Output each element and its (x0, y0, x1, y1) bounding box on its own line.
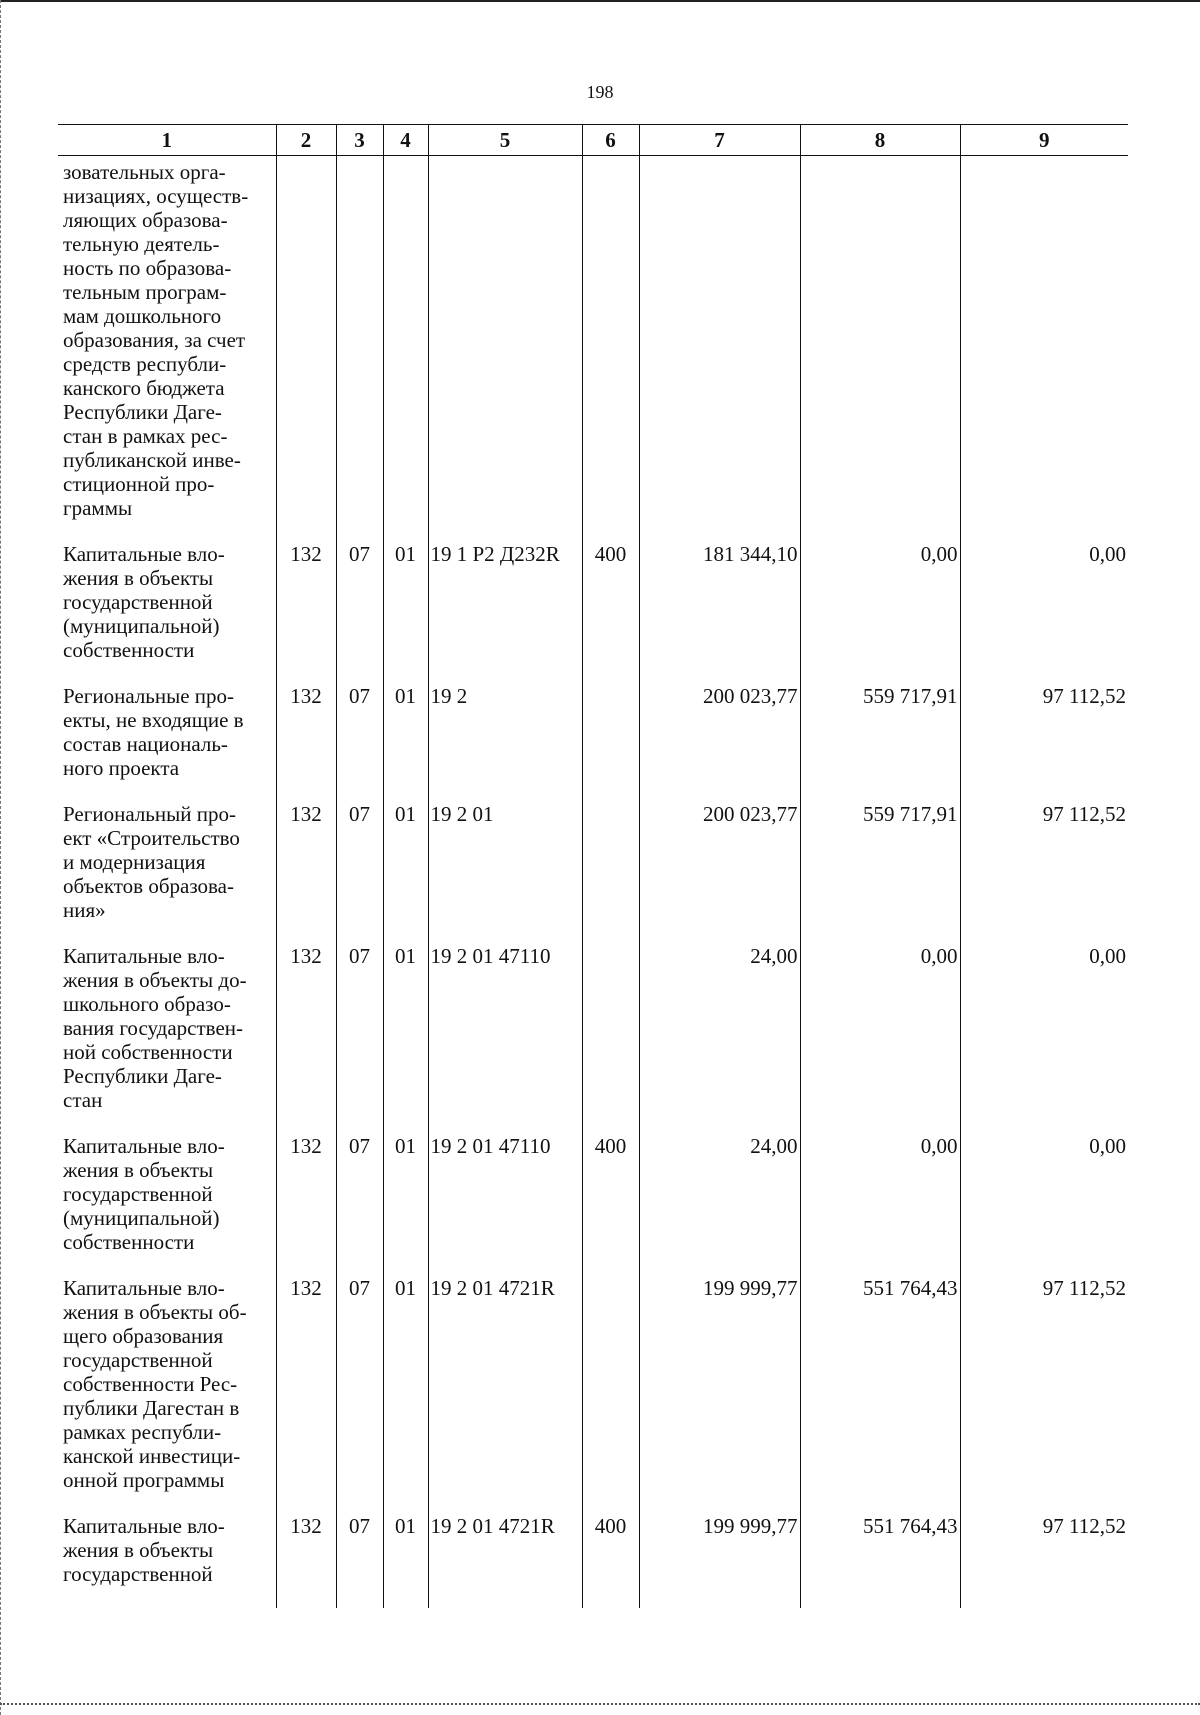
row-amount-col9: 0,00 (960, 1134, 1128, 1276)
row-amount-col8: 559 717,91 (800, 684, 960, 802)
row-section-code: 07 (336, 1134, 383, 1276)
row-amount-col8: 0,00 (800, 542, 960, 684)
row-ministry-code: 132 (276, 1276, 336, 1514)
header-col-9: 9 (960, 125, 1128, 156)
table-row (58, 944, 1128, 1134)
row-expense-type: 400 (582, 542, 639, 684)
row-section-code: 07 (336, 1514, 383, 1608)
row-amount-col7: 24,00 (639, 1134, 800, 1276)
row-subsection-code: 01 (383, 1134, 428, 1276)
row-subsection-code: 01 (383, 1276, 428, 1514)
page-bottom-border (0, 1703, 1200, 1705)
row-amount-col9: 97 112,52 (960, 684, 1128, 802)
row-amount-col8: 551 764,43 (800, 1276, 960, 1514)
row-expense-type: 400 (582, 1514, 639, 1608)
row-description: Капитальные вло- жения в объекты до- школьного образо- вания государствен- ной собственности Республики Даге- стан (63, 944, 247, 1112)
row-description: Региональные про- екты, не входящие в состав националь- ного проекта (63, 684, 244, 780)
table-body (58, 156, 1128, 1609)
row-amount-col9: 0,00 (960, 542, 1128, 684)
table-row (58, 684, 1128, 802)
header-col-1: 1 (58, 125, 276, 156)
row-description: Капитальные вло- жения в объекты государственной (муниципальной) собственности (63, 1134, 225, 1254)
row-amount-col9: 0,00 (960, 944, 1128, 1134)
row-expense-type (582, 1276, 639, 1514)
header-col-8: 8 (800, 125, 960, 156)
table-row (58, 802, 1128, 944)
budget-table (58, 124, 1128, 1608)
row-amount-col7: 200 023,77 (639, 684, 800, 802)
header-col-4: 4 (383, 125, 428, 156)
row-subsection-code: 01 (383, 542, 428, 684)
row-target-article: 19 2 01 (428, 802, 582, 944)
row-ministry-code: 132 (276, 684, 336, 802)
row-subsection-code: 01 (383, 944, 428, 1134)
row-ministry-code: 132 (276, 542, 336, 684)
table-row (58, 1276, 1128, 1514)
row-ministry-code: 132 (276, 1514, 336, 1608)
page-left-border (0, 0, 2, 1715)
row-subsection-code: 01 (383, 684, 428, 802)
row-amount-col8: 0,00 (800, 1134, 960, 1276)
row-amount-col7: 200 023,77 (639, 802, 800, 944)
header-col-2: 2 (276, 125, 336, 156)
row-ministry-code: 132 (276, 802, 336, 944)
row-description: Капитальные вло- жения в объекты государственной (муниципальной) собственности (63, 542, 225, 662)
row-ministry-code: 132 (276, 1134, 336, 1276)
row-amount-col9: 97 112,52 (960, 1514, 1128, 1608)
row-expense-type: 400 (582, 1134, 639, 1276)
row-subsection-code: 01 (383, 1514, 428, 1608)
row-amount-col9 (960, 156, 1128, 543)
row-target-article: 19 2 01 4721R (428, 1514, 582, 1608)
row-expense-type (582, 802, 639, 944)
row-section-code: 07 (336, 802, 383, 944)
header-col-7: 7 (639, 125, 800, 156)
row-subsection-code (383, 156, 428, 543)
row-amount-col8 (800, 156, 960, 543)
row-amount-col7: 24,00 (639, 944, 800, 1134)
row-description: Капитальные вло- жения в объекты государственной (63, 1514, 225, 1586)
row-target-article: 19 2 01 4721R (428, 1276, 582, 1514)
header-col-3: 3 (336, 125, 383, 156)
row-section-code (336, 156, 383, 543)
row-description: Капитальные вло- жения в объекты об- щего образования государственной собственности Рес- публики Дагестан в рамках республи- канской инвестици- онной программы (63, 1276, 247, 1492)
row-amount-col8: 0,00 (800, 944, 960, 1134)
table-row (58, 156, 1128, 543)
page-number: 198 (586, 82, 614, 102)
row-amount-col8: 559 717,91 (800, 802, 960, 944)
row-amount-col7 (639, 156, 800, 543)
row-expense-type (582, 684, 639, 802)
row-amount-col8: 551 764,43 (800, 1514, 960, 1608)
row-ministry-code (276, 156, 336, 543)
header-row (58, 125, 1128, 156)
table-row (58, 542, 1128, 684)
row-amount-col9: 97 112,52 (960, 802, 1128, 944)
row-expense-type (582, 944, 639, 1134)
row-section-code: 07 (336, 684, 383, 802)
row-expense-type (582, 156, 639, 543)
row-target-article: 19 2 (428, 684, 582, 802)
row-description: Региональный про- ект «Строительство и модернизация объектов образова- ния» (63, 802, 240, 922)
table-row (58, 1134, 1128, 1276)
row-amount-col7: 181 344,10 (639, 542, 800, 684)
row-section-code: 07 (336, 944, 383, 1134)
row-section-code: 07 (336, 1276, 383, 1514)
row-ministry-code: 132 (276, 944, 336, 1134)
page-top-border (0, 0, 1200, 2)
row-section-code: 07 (336, 542, 383, 684)
row-target-article: 19 2 01 47110 (428, 944, 582, 1134)
row-subsection-code: 01 (383, 802, 428, 944)
row-target-article (428, 156, 582, 543)
row-amount-col7: 199 999,77 (639, 1514, 800, 1608)
header-col-6: 6 (582, 125, 639, 156)
row-target-article: 19 1 Р2 Д232R (428, 542, 582, 684)
header-col-5: 5 (428, 125, 582, 156)
table-row (58, 1514, 1128, 1608)
row-target-article: 19 2 01 47110 (428, 1134, 582, 1276)
row-amount-col7: 199 999,77 (639, 1276, 800, 1514)
table-header (58, 125, 1128, 156)
row-amount-col9: 97 112,52 (960, 1276, 1128, 1514)
row-description: зовательных орга- низациях, осуществ- ляющих образова- тельную деятель- ность по образова- тельным програм- мам дошкольного образования, за счет средств республи- канского бюджета Республики Даге- стан в рамках рес- публиканской инве- стиционной про- граммы (63, 160, 249, 520)
